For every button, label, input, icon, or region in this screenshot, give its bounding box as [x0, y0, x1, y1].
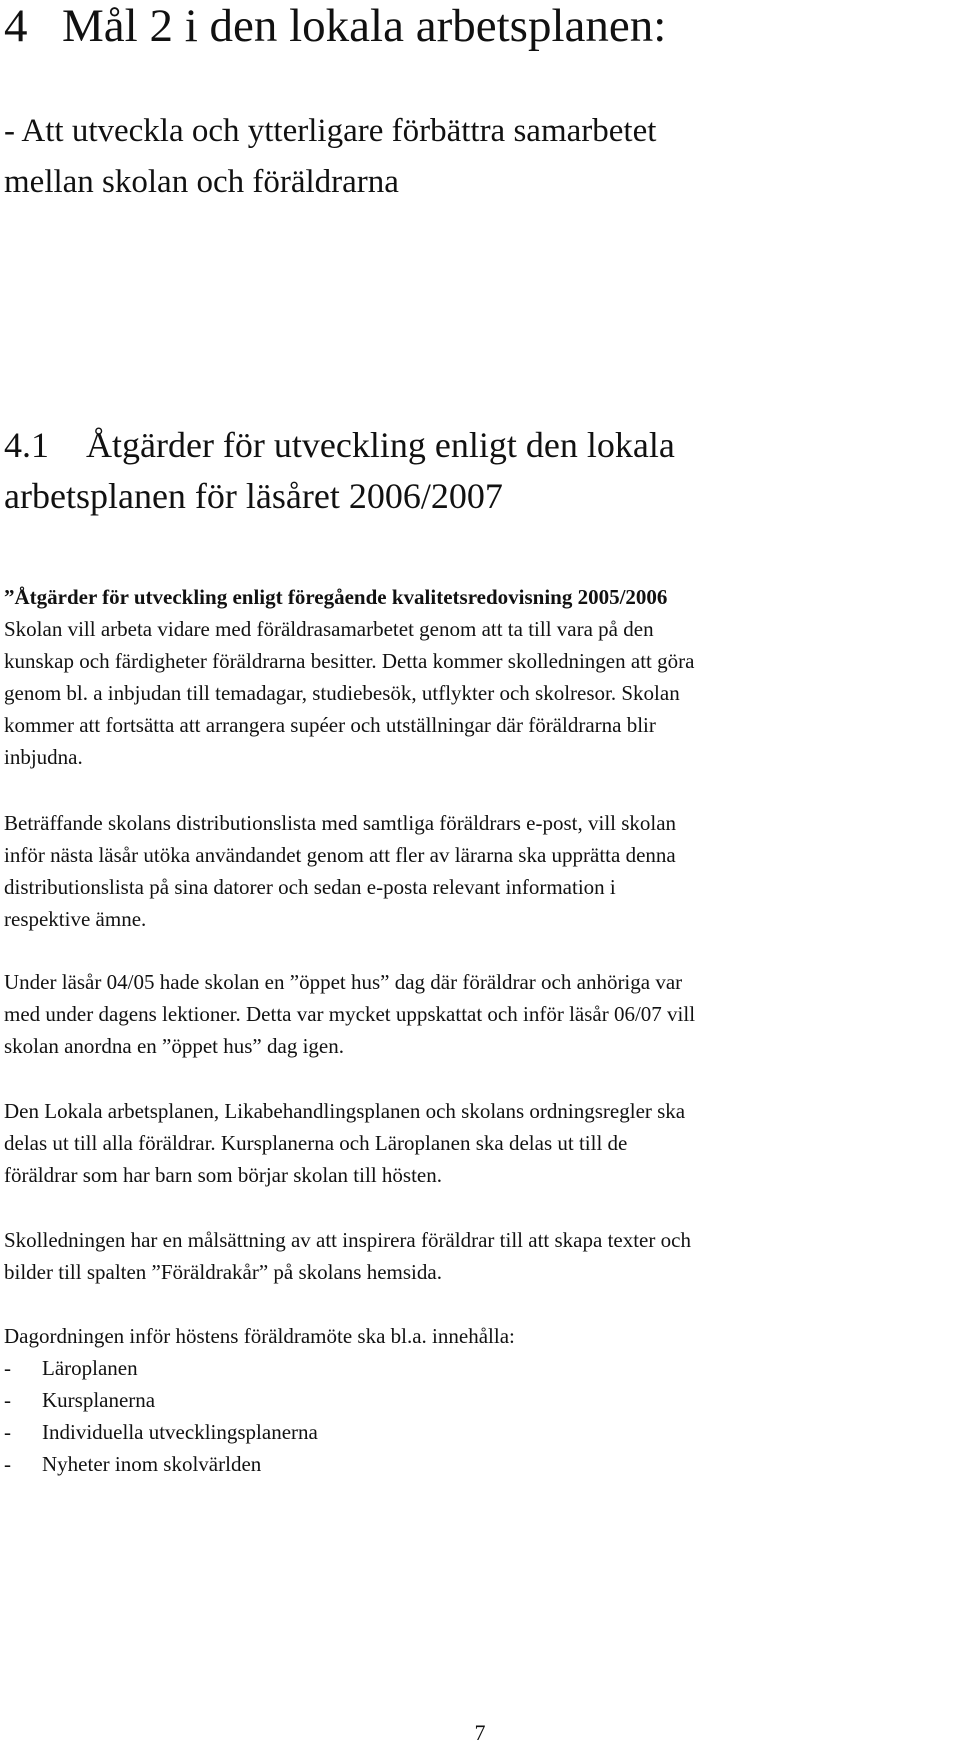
goal-subtitle-line: - Att utveckla och ytterligare förbättra samarbetet — [4, 113, 657, 149]
paragraph-line: kommer att fortsätta att arrangera supéer och utställningar där föräldrarna blir — [4, 713, 656, 737]
goal-subtitle-line: mellan skolan och föräldrarna — [4, 164, 399, 200]
paragraph-line: kunskap och färdigheter föräldrarna besitter. Detta kommer skolledningen att göra — [4, 649, 695, 673]
list-dash: - — [4, 1356, 11, 1380]
paragraph-line: skolan anordna en ”öppet hus” dag igen. — [4, 1034, 344, 1058]
paragraph — [4, 966, 949, 1062]
list-item — [4, 1448, 949, 1480]
agenda-intro: Dagordningen inför höstens föräldramöte ska bl.a. innehålla: — [4, 1324, 515, 1348]
chapter-number: 4 — [4, 0, 28, 52]
list-item — [4, 1352, 949, 1384]
paragraph-line: distributionslista på sina datorer och sedan e-posta relevant information i — [4, 875, 616, 899]
list-dash: - — [4, 1420, 11, 1444]
chapter-title: Mål 2 i den lokala arbetsplanen: — [62, 0, 667, 52]
paragraph-line: respektive ämne. — [4, 907, 147, 931]
list-item-text: Kursplanerna — [42, 1388, 156, 1412]
page-number: 7 — [474, 1720, 486, 1745]
list-item-text: Nyheter inom skolvärlden — [42, 1452, 262, 1476]
section-heading — [4, 420, 675, 522]
paragraph-line: bilder till spalten ”Föräldrakår” på skolans hemsida. — [4, 1260, 442, 1284]
paragraph-line: med under dagens lektioner. Detta var mycket uppskattat och inför läsår 06/07 vill — [4, 1002, 696, 1026]
list-item — [4, 1384, 949, 1416]
paragraph-line: Skolan vill arbeta vidare med föräldrasamarbetet genom att ta till vara på den — [4, 617, 654, 641]
paragraph-line: delas ut till alla föräldrar. Kursplanerna och Läroplanen ska delas ut till de — [4, 1131, 628, 1155]
list-dash: - — [4, 1388, 11, 1412]
paragraph-line: Under läsår 04/05 hade skolan en ”öppet hus” dag där föräldrar och anhöriga var — [4, 970, 683, 994]
paragraph — [4, 807, 949, 935]
agenda — [4, 1320, 949, 1480]
paragraph-line: Beträffande skolans distributionslista med samtliga föräldrars e-post, vill skolan — [4, 811, 677, 835]
list-dash: - — [4, 1452, 11, 1476]
paragraph-line: Den Lokala arbetsplanen, Likabehandlingsplanen och skolans ordningsregler ska — [4, 1099, 686, 1123]
paragraph-line: Skolledningen har en målsättning av att inspirera föräldrar till att skapa texter och — [4, 1228, 691, 1252]
list-item-text: Läroplanen — [42, 1356, 138, 1380]
section-number: 4.1 — [4, 425, 49, 465]
paragraph — [4, 1095, 949, 1191]
paragraph-line: inför nästa läsår utöka användandet genom att fler av lärarna ska upprätta denna — [4, 843, 676, 867]
goal-subtitle — [4, 106, 656, 208]
paragraph — [4, 1224, 949, 1288]
paragraph — [4, 581, 949, 773]
paragraph-line: föräldrar som har barn som börjar skolan till hösten. — [4, 1163, 442, 1187]
chapter-heading — [4, 0, 666, 52]
section-title-line: Åtgärder för utveckling enligt den lokala — [86, 425, 675, 465]
paragraph-line: genom bl. a inbjudan till temadagar, studiebesök, utflykter och skolresor. Skolan — [4, 681, 680, 705]
paragraph-line: inbjudna. — [4, 745, 83, 769]
section-title-line: arbetsplanen för läsåret 2006/2007 — [4, 476, 503, 516]
list-item — [4, 1416, 949, 1448]
section-bold-title: ”Åtgärder för utveckling enligt föregående kvalitetsredovisning 2005/2006 — [4, 585, 668, 609]
list-item-text: Individuella utvecklingsplanerna — [42, 1420, 318, 1444]
